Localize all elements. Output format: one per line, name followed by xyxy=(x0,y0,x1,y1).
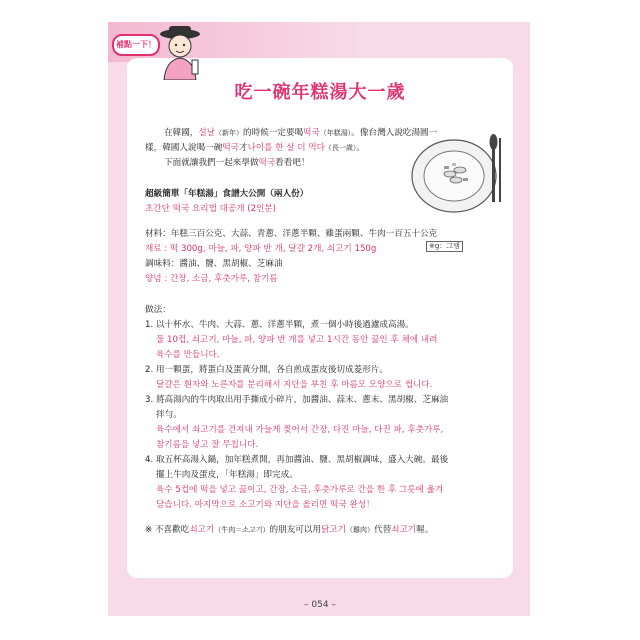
step-4-line-1 xyxy=(145,453,448,468)
text: 在韓國， xyxy=(164,128,199,138)
intro-line-2 xyxy=(145,141,365,156)
recipe-heading-zh: 超級簡單「年糕湯」食譜大公開（兩人份） xyxy=(145,189,309,199)
gloss: （牛肉＝소고기） xyxy=(214,526,270,534)
korean-term: 쇠고기 xyxy=(189,525,215,535)
step-text-zh: 取五杯高湯入鍋，加年糕煮開，再加醬油、鹽、黑胡椒調味，盛入大碗。最後 xyxy=(155,455,449,465)
step-number: 2. xyxy=(145,365,154,375)
step-1-line-1 xyxy=(145,318,414,333)
step-3-line-1 xyxy=(145,393,448,408)
text: 樣，韓國人說喝一碗 xyxy=(145,143,223,153)
text: 看看吧！ xyxy=(275,158,310,168)
recipe-heading-ko: 초간단 떡국 요리법 대공개 (2인분) xyxy=(145,204,277,214)
mascot-tag: 補點一下！ xyxy=(112,34,160,56)
gloss: （長一歲） xyxy=(324,144,357,152)
step-2-ko-1: 달걀은 흰자와 노른자를 분리해서 지단을 부친 후 마름모 모양으로 썹니다. xyxy=(156,380,433,390)
step-text-zh: 以十杯水、牛肉、大蒜、蔥、洋蔥半顆，煮一個小時後過濾成高湯。 xyxy=(155,320,414,330)
text: ※ 不喜歡吃 xyxy=(145,525,190,535)
text: 下面就讓我們一起來學做 xyxy=(164,158,259,168)
step-number: 3. xyxy=(145,395,154,405)
gloss: （新年） xyxy=(215,129,243,137)
mascot-figure-icon xyxy=(156,24,204,80)
mascot xyxy=(112,24,204,80)
step-3-ko-2: 참기름을 넣고 잘 무칩니다. xyxy=(156,440,259,450)
korean-term: 떡국 xyxy=(303,128,320,138)
page-number: – 054 – xyxy=(304,600,336,610)
korean-term: 설날 xyxy=(198,128,215,138)
step-4-line-2: 擺上牛肉及蛋皮，「年糕湯」即完成。 xyxy=(156,470,298,480)
unit-note: ※g：그램 xyxy=(426,241,463,252)
gloss: （雞肉） xyxy=(346,526,374,534)
intro-line-3 xyxy=(164,156,310,171)
step-4-ko-1: 육수 5컵에 떡을 넣고 끓이고, 간장, 소금, 후춧가루로 간을 한 후 그릇에 옮겨 xyxy=(156,485,444,495)
text: 的時候一定要喝 xyxy=(243,128,304,138)
page-title: 吃一碗年糕湯大一歲 xyxy=(234,82,406,103)
step-1-ko-2: 육수를 만듭니다. xyxy=(156,350,220,360)
step-text-zh: 用一顆蛋，將蛋白及蛋黃分開，各自煎成蛋皮後切成菱形片。 xyxy=(155,365,388,375)
step-1-ko-1: 물 10컵, 쇠고기, 마늘, 파, 양파 반 개를 넣고 1시간 동안 끓인 후 체에 내려 xyxy=(156,335,438,345)
step-3-ko-1: 육수에서 쇠고기를 건져내 가늘게 찢어서 간장, 다진 마늘, 다진 파, 후춧가루, xyxy=(156,425,444,435)
korean-term: 떡국 xyxy=(258,158,276,168)
tteokguk-bowl-icon xyxy=(408,128,504,218)
text: 的朋友可以用 xyxy=(269,525,322,535)
text: 喔。 xyxy=(416,525,434,535)
text: 。像台灣人說吃湯圓一 xyxy=(351,128,438,138)
gloss: （年糕湯） xyxy=(319,129,352,137)
korean-term: 쇠고기 xyxy=(391,525,417,535)
korean-term: 떡국 xyxy=(222,143,239,153)
footnote xyxy=(145,523,433,538)
ingredients-zh: 材料：年糕三百公克、大蒜、青蔥、洋蔥半顆、雞蛋兩顆、牛肉一百五十公克 xyxy=(145,229,438,239)
step-2-line-1 xyxy=(145,363,388,378)
korean-term: 닭고기 xyxy=(321,525,346,535)
step-number: 4. xyxy=(145,455,154,465)
intro-line-1 xyxy=(164,126,437,141)
seasoning-ko: 양념 : 간장, 소금, 후춧가루, 참기름 xyxy=(145,274,278,284)
step-text-zh: 將高湯內的牛肉取出用手撕成小碎片，加醬油、蒜末、蔥末、黑胡椒、芝麻油 xyxy=(155,395,449,405)
text: 才 xyxy=(238,143,248,153)
step-number: 1. xyxy=(145,320,154,330)
step-3-line-2: 拌勻。 xyxy=(156,410,182,420)
korean-phrase: 나이를 한 살 더 먹다 xyxy=(247,143,325,153)
step-4-ko-2: 담습니다. 마지막으로 소고기와 지단을 올리면 떡국 완성！ xyxy=(156,500,375,510)
ingredients-ko: 재료 : 떡 300g, 마늘, 파, 양파 반 개, 달걀 2개, 쇠고기 150g xyxy=(145,244,377,254)
seasoning-zh: 調味料：醬油、鹽、黑胡椒、芝麻油 xyxy=(145,259,283,269)
steps-heading: 做法： xyxy=(145,305,171,315)
text: 代替 xyxy=(374,525,392,535)
text: 。 xyxy=(356,143,366,153)
